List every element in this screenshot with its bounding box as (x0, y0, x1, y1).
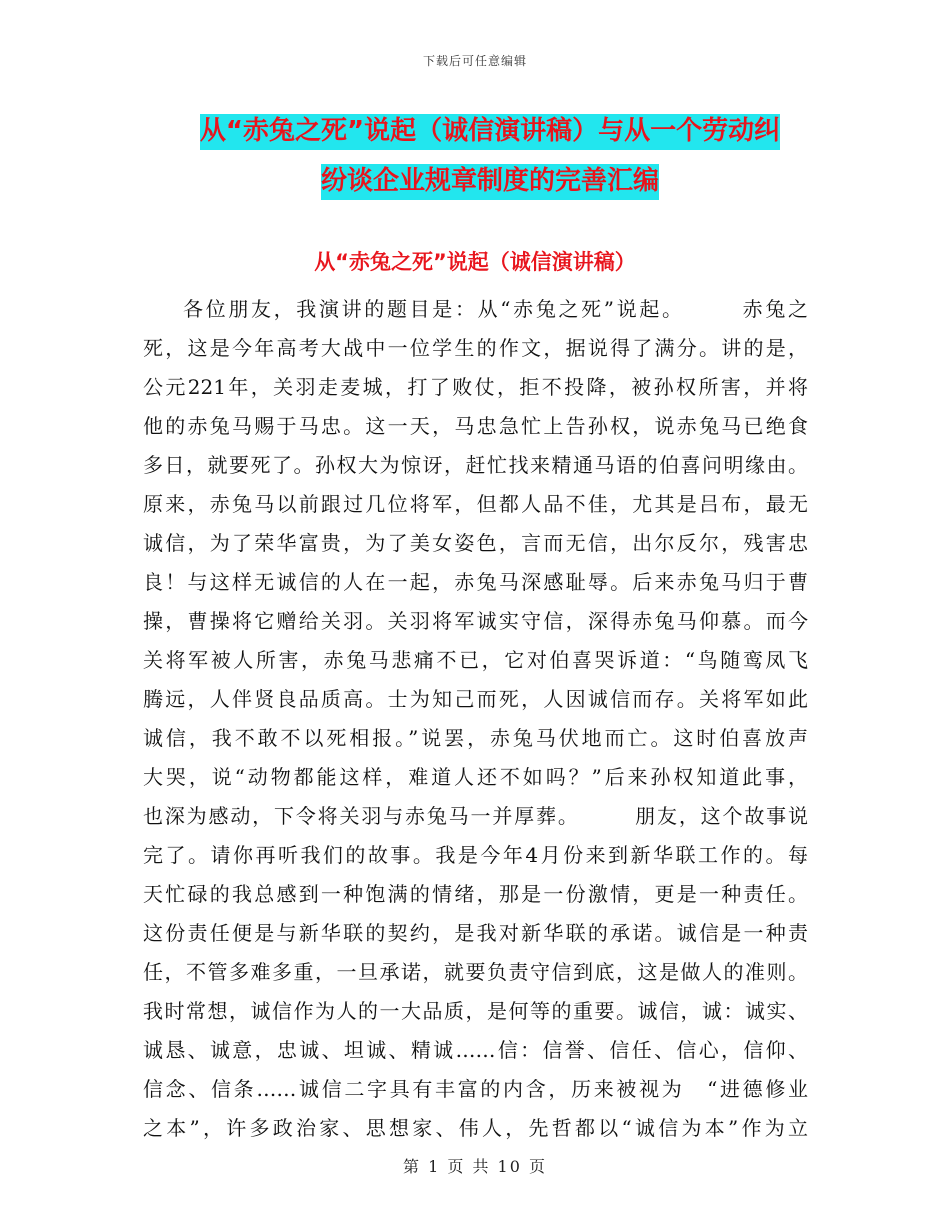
section-title: 从“赤兔之死”说起（诚信演讲稿） (314, 250, 636, 274)
body-line: 这份责任便是与新华联的契约，是我对新华联的承诺。诚信是一种责 (143, 921, 808, 945)
body-line: 我时常想，诚信作为人的一大品质，是何等的重要。诚信，诚：诚实、 (143, 999, 808, 1023)
body-line: 关将军被人所害，赤兔马悲痛不已，它对伯喜哭诉道：“鸟随鸾凤飞 (143, 648, 808, 672)
body-line: 也深为感动，下令将关羽与赤兔马一并厚葬。 朋友，这个故事说 (143, 804, 808, 828)
body-line: 死，这是今年高考大战中一位学生的作文，据说得了满分。讲的是， (143, 336, 808, 360)
body-line: 诚信，为了荣华富贵，为了美女姿色，言而无信，出尔反尔，残害忠 (143, 531, 808, 555)
body-line: 多日，就要死了。孙权大为惊讶，赶忙找来精通马语的伯喜问明缘由。 (143, 453, 808, 477)
document-title (140, 106, 840, 206)
body-line: 操，曹操将它赠给关羽。关羽将军诚实守信，深得赤兔马仰慕。而今 (143, 609, 808, 633)
document-title-line-2: 纷谈企业规章制度的完善汇编 (321, 164, 659, 200)
header-note: 下载后可任意编辑 (422, 54, 527, 68)
body-line: 诚恳、诚意，忠诚、坦诚、精诚……信：信誉、信任、信心，信仰、 (143, 1038, 808, 1062)
body-line: 腾远，人伴贤良品质高。士为知己而死，人因诚信而存。关将军如此 (143, 687, 808, 711)
document-title-line-1: 从“赤兔之死”说起（诚信演讲稿）与从一个劳动纠 (200, 114, 780, 150)
body-line: 原来，赤兔马以前跟过几位将军，但都人品不佳，尤其是吕布，最无 (143, 492, 808, 516)
body-line: 信念、信条……诚信二字具有丰富的内含，历来被视为 “进德修业 (143, 1077, 808, 1101)
body-line: 之本”，许多政治家、思想家、伟人，先哲都以“诚信为本”作为立 (143, 1116, 808, 1140)
body-line: 大哭，说“动物都能这样，难道人还不如吗？”后来孙权知道此事， (143, 765, 808, 789)
body-line: 公元221年，关羽走麦城，打了败仗，拒不投降，被孙权所害，并将 (143, 375, 808, 399)
page-number-footer: 第 1 页 共 10 页 (403, 1157, 547, 1176)
body-line: 任，不管多难多重，一旦承诺，就要负责守信到底，这是做人的准则。 (143, 960, 808, 984)
body-line: 良！与这样无诚信的人在一起，赤兔马深感耻辱。后来赤兔马归于曹 (143, 570, 808, 594)
body-line: 各位朋友，我演讲的题目是：从“赤兔之死”说起。 赤兔之 (183, 297, 808, 321)
body-line: 天忙碌的我总感到一种饱满的情绪，那是一份激情，更是一种责任。 (143, 882, 808, 906)
body-line: 他的赤兔马赐于马忠。这一天，马忠急忙上告孙权，说赤兔马已绝食 (143, 414, 808, 438)
body-line: 诚信，我不敢不以死相报。”说罢，赤兔马伏地而亡。这时伯喜放声 (143, 726, 808, 750)
body-line: 完了。请你再听我们的故事。我是今年4月份来到新华联工作的。每 (143, 843, 808, 867)
speech-body (143, 290, 808, 1148)
